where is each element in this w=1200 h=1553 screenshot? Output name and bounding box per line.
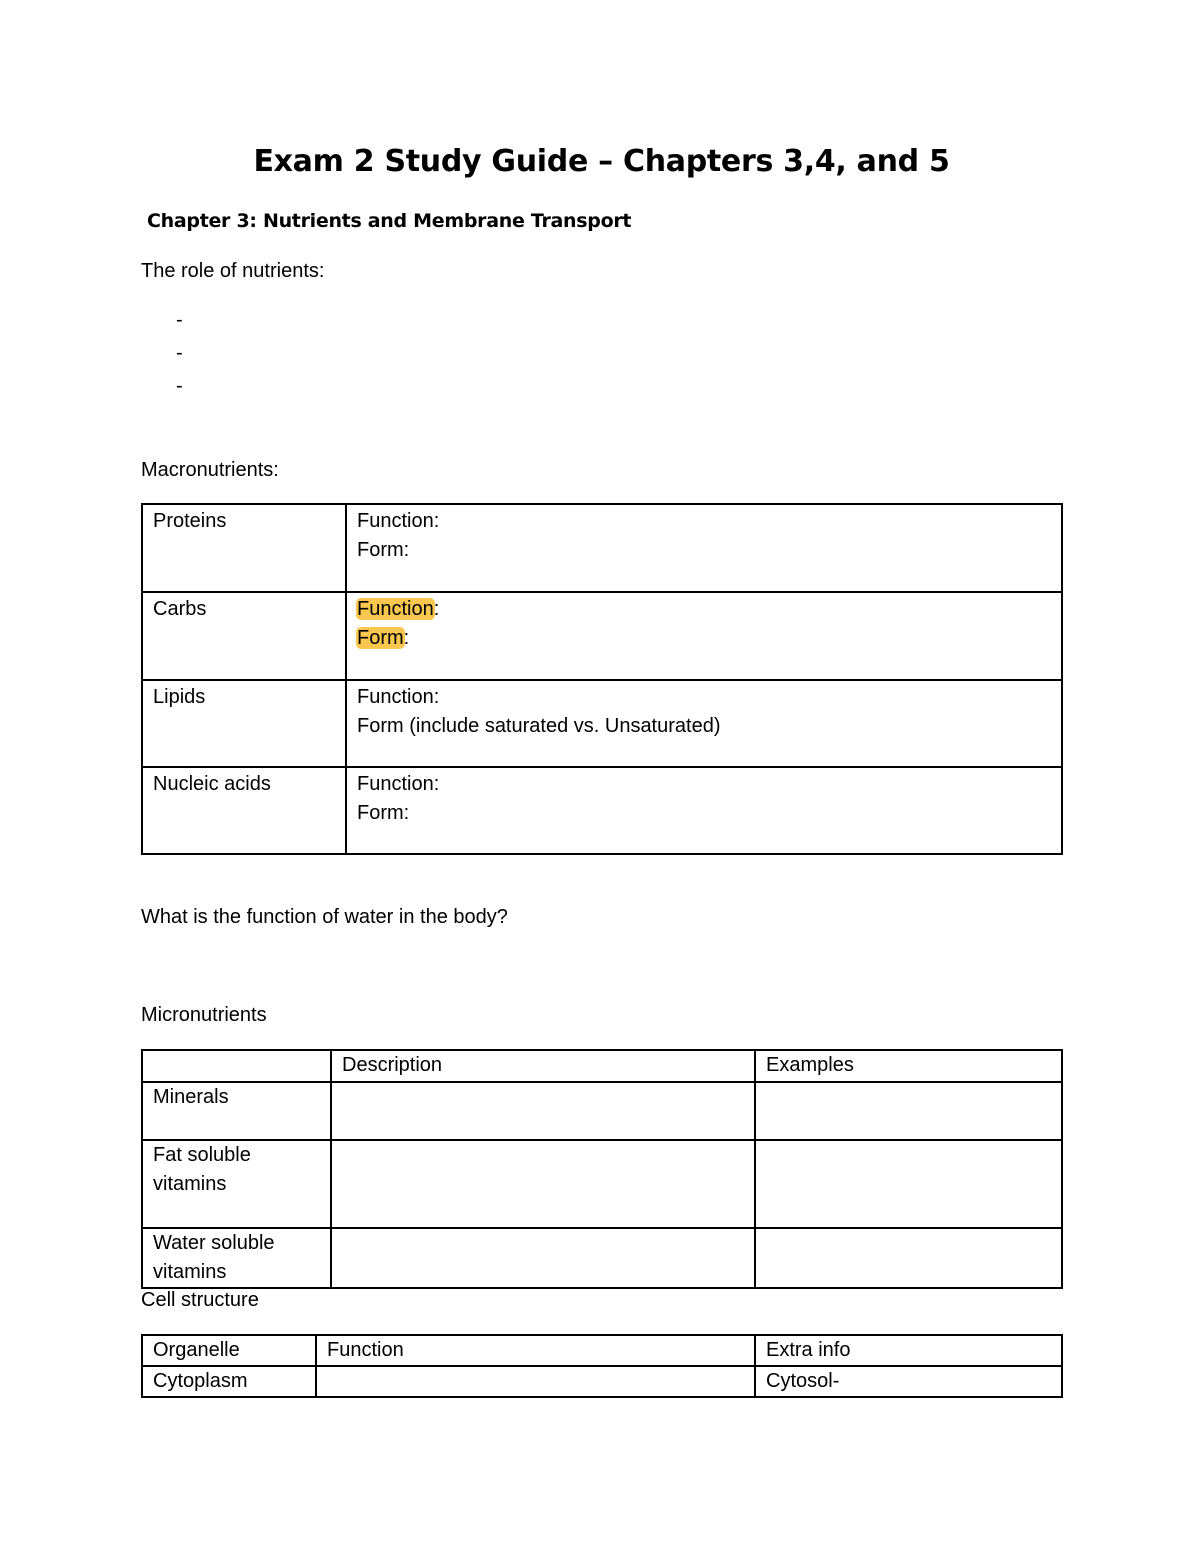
header-cell: Function	[316, 1335, 755, 1366]
micronutrient-name-continued: vitamins	[153, 1173, 227, 1195]
examples-cell	[755, 1140, 1062, 1228]
function-cell	[316, 1366, 755, 1397]
micronutrients-label: Micronutrients	[141, 1004, 267, 1026]
header-cell	[142, 1050, 331, 1082]
nutrient-name: Nucleic acids	[153, 773, 271, 795]
form-label: Form:	[357, 539, 410, 561]
description-cell	[331, 1082, 755, 1140]
water-question: What is the function of water in the body?	[141, 906, 508, 928]
description-cell	[331, 1228, 755, 1288]
label-colon: :	[433, 598, 440, 620]
nutrient-name-cell	[142, 504, 346, 592]
highlighted-text: Function	[357, 598, 434, 620]
micronutrient-name: Minerals	[153, 1086, 229, 1108]
examples-cell	[755, 1228, 1062, 1288]
table-row	[142, 1366, 1062, 1397]
highlighted-text: Form	[357, 627, 404, 649]
nutrients-role-label: The role of nutrients:	[141, 260, 325, 282]
nutrient-name: Proteins	[153, 510, 227, 532]
examples-cell	[755, 1082, 1062, 1140]
form-label: Form:	[357, 802, 410, 824]
nutrient-detail-cell	[346, 767, 1062, 854]
form-label: Form (include saturated vs. Unsaturated)	[357, 715, 721, 737]
table-row	[142, 680, 1062, 767]
chapter-heading: Chapter 3: Nutrients and Membrane Transport	[147, 210, 632, 232]
table-row	[142, 1140, 1062, 1228]
header-cell: Extra info	[755, 1335, 1062, 1366]
function-label: Function:	[357, 686, 440, 708]
micronutrient-name-cell	[142, 1228, 331, 1288]
function-label	[357, 595, 1051, 624]
nutrient-detail-cell	[346, 504, 1062, 592]
nutrient-name: Carbs	[153, 598, 207, 620]
page-title: Exam 2 Study Guide – Chapters 3,4, and 5	[253, 144, 950, 179]
nutrient-name-cell	[142, 592, 346, 680]
nutrient-name-cell	[142, 767, 346, 854]
macronutrients-label: Macronutrients:	[141, 459, 279, 481]
header-cell: Examples	[755, 1050, 1062, 1082]
header-cell: Description	[331, 1050, 755, 1082]
micronutrient-name-cell	[142, 1082, 331, 1140]
function-label: Function:	[357, 510, 440, 532]
table-row	[142, 1228, 1062, 1288]
bullet-dash: -	[176, 375, 183, 397]
table-header-row	[142, 1335, 1062, 1366]
table-header-row	[142, 1050, 1062, 1082]
header-cell: Organelle	[142, 1335, 316, 1366]
label-colon: :	[403, 627, 410, 649]
micronutrient-name-continued: vitamins	[153, 1261, 227, 1283]
form-label	[357, 624, 1051, 653]
extra-info-cell: Cytosol-	[755, 1366, 1062, 1397]
cell-structure-label: Cell structure	[141, 1289, 259, 1311]
table-row	[142, 504, 1062, 592]
function-label: Function:	[357, 773, 440, 795]
micronutrient-name: Fat soluble	[153, 1144, 251, 1166]
macronutrients-table	[141, 503, 1063, 855]
nutrient-name: Lipids	[153, 686, 206, 708]
bullet-dash: -	[176, 309, 183, 331]
description-cell	[331, 1140, 755, 1228]
nutrient-name-cell	[142, 680, 346, 767]
micronutrient-name-cell	[142, 1140, 331, 1228]
bullet-dash: -	[176, 342, 183, 364]
table-row	[142, 1082, 1062, 1140]
nutrient-detail-cell	[346, 592, 1062, 680]
table-row	[142, 767, 1062, 854]
nutrient-detail-cell	[346, 680, 1062, 767]
organelle-cell: Cytoplasm	[142, 1366, 316, 1397]
micronutrients-table	[141, 1049, 1063, 1289]
cell-structure-table	[141, 1334, 1063, 1398]
micronutrient-name: Water soluble	[153, 1232, 275, 1254]
table-row	[142, 592, 1062, 680]
